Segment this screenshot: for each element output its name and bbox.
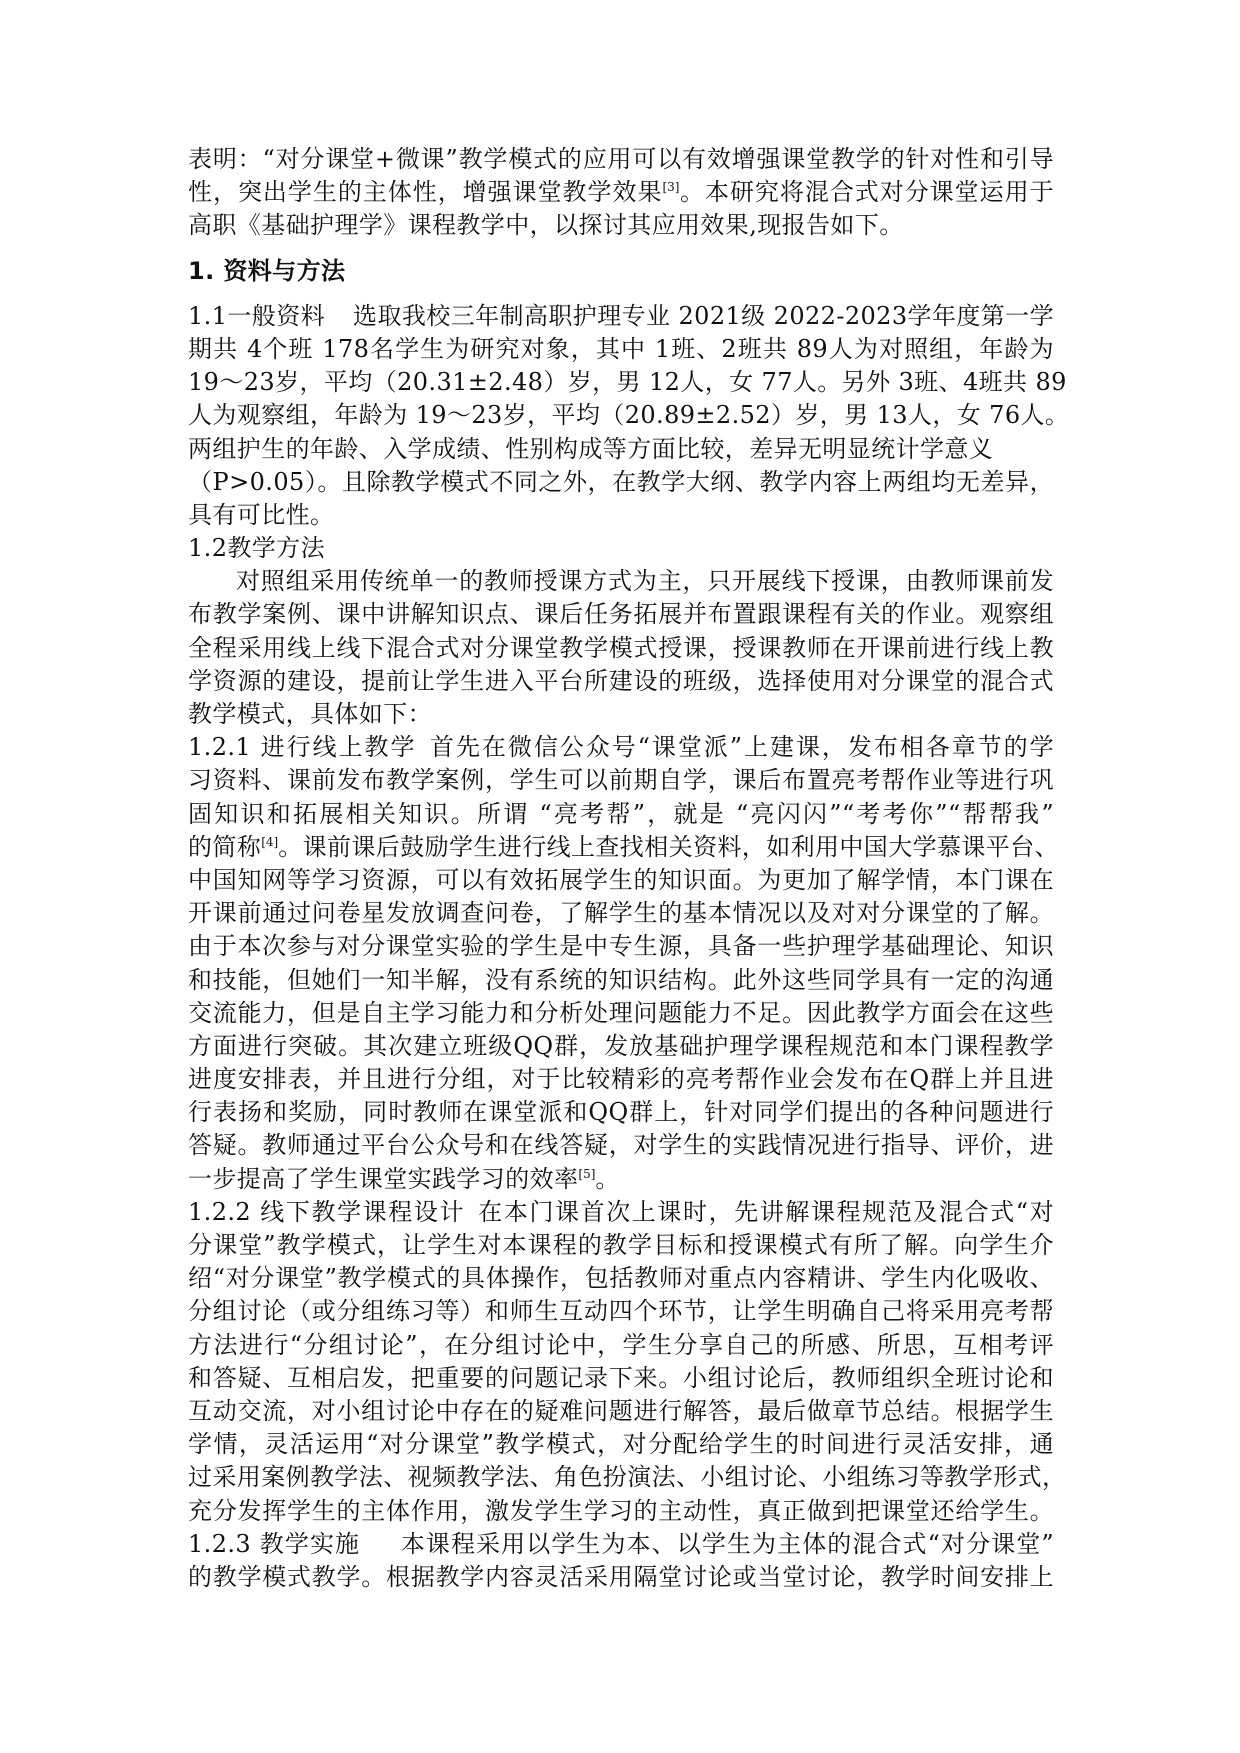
text-line: 交流能力，但是自主学习能力和分析处理问题能力不足。因此教学方面会在这些: [188, 998, 1054, 1027]
text-line: 和答疑、互相启发，把重要的问题记录下来。小组讨论后，教师组织全班讨论和: [188, 1363, 1054, 1392]
text-line: 由于本次参与对分课堂实验的学生是中专生源，具备一些护理学基础理论、知识: [188, 932, 1054, 961]
text-segment: 一步提高了学生课堂实践学习的效率: [188, 1164, 579, 1193]
text-line: 过采用案例教学法、视频教学法、角色扮演法、小组讨论、小组练习等教学形式，: [188, 1463, 1067, 1492]
text-line: 表明：“对分课堂+微课”教学模式的应用可以有效增强课堂教学的针对性和引导: [188, 145, 1054, 173]
text-line: 教学模式，具体如下：: [188, 700, 432, 728]
text-segment: 。: [595, 1164, 620, 1193]
text-line: 中国知网等学习资源，可以有效拓展学生的知识面。为更加了解学情，本门课在: [188, 865, 1054, 894]
text-line: 学情，灵活运用“对分课堂”教学模式，对分配给学生的时间进行灵活安排，通: [188, 1430, 1054, 1459]
intro-paragraph: [188, 143, 1054, 243]
text-line: 布教学案例、课中讲解知识点、课后任务拓展并布置跟课程有关的作业。观察组: [188, 600, 1054, 629]
text-line: 期共 4个班 178名学生为研究对象，其中 1班、2班共 89人为对照组，年龄为: [188, 334, 1054, 363]
text-line: 的教学模式教学。根据教学内容灵活采用隔堂讨论或当堂讨论，教学时间安排上: [188, 1562, 1054, 1591]
text-segment: 首先在微信公众号“课堂派”上建课，发布相各章节的学: [428, 733, 1055, 762]
document-page: [188, 143, 1070, 1594]
text-line: [188, 1196, 1054, 1229]
text-line: 和技能，但她们一知半解，没有系统的知识结构。此外这些同学具有一定的沟通: [188, 965, 1054, 994]
text-line: 两组护生的年龄、入学成绩、性别构成等方面比较，差异无明显统计学意义: [188, 434, 994, 463]
text-line: 人为观察组，年龄为 19～23岁，平均（20.89±2.52）岁，男 13人，女 76人。: [188, 401, 1070, 430]
text-line: 学资源的建设，提前让学生进入平台所建设的班级，选择使用对分课堂的混合式: [188, 666, 1054, 695]
text-line: 分课堂”教学模式，让学生对本课程的教学目标和授课模式有所了解。向学生介: [188, 1231, 1054, 1259]
subsection-label: 1.2.1 进行线上教学: [188, 733, 417, 762]
subsection-title: 1.2教学方法: [188, 534, 325, 563]
text-segment: 性，突出学生的主体性，增强课堂教学效果: [188, 178, 663, 207]
subsection-label: 1.2.2 线下教学课程设计: [188, 1197, 466, 1226]
text-line: 对照组采用传统单一的教师授课方式为主，只开展线下授课，由教师课前发: [236, 567, 1054, 596]
text-line: 行表扬和奖励，同时教师在课堂派和QQ群上，针对同学们提出的各种问题进行: [188, 1098, 1054, 1127]
text-segment: 的简称: [188, 832, 262, 861]
text-line: 固知识和拓展相关知识。所谓 “亮考帮”，就是 “亮闪闪”“考考你”“帮帮我”: [188, 799, 1054, 828]
text-line: 方法进行“分组讨论”，在分组讨论中，学生分享自己的所感、所思，互相考评: [188, 1330, 1054, 1359]
subsection-1-2: [188, 532, 1054, 731]
text-line: 习资料、课前发布教学案例，学生可以前期自学，课后布置亮考帮作业等进行巩: [188, 766, 1054, 795]
text-line: 绍“对分课堂”教学模式的具体操作，包括教师对重点内容精讲、学生内化吸收、: [188, 1264, 1054, 1293]
text-segment: 。本研究将混合式对分课堂运用于: [679, 178, 1054, 207]
text-segment: 本课程采用以学生为本、以学生为主体的混合式“对分课堂”: [400, 1529, 1055, 1558]
subsection-1-2-2: [188, 1196, 1067, 1528]
subsection-label: 1.1一般资料: [188, 301, 326, 330]
text-line: 开课前通过问卷星发放调查问卷，了解学生的基本情况以及对对分课堂的了解。: [188, 899, 1054, 928]
text-line: [188, 831, 1060, 864]
text-segment: 选取我校三年制高职护理专业 2021级 2022-2023学年度第一学: [353, 301, 1054, 330]
text-line: 方面进行突破。其次建立班级QQ群，发放基础护理学课程规范和本门课程教学: [188, 1031, 1054, 1060]
text-line: 答疑。教师通过平台公众号和在线答疑，对学生的实践情况进行指导、评价，进: [188, 1131, 1054, 1160]
text-line: 互动交流，对小组讨论中存在的疑难问题进行解答，最后做章节总结。根据学生: [188, 1396, 1054, 1425]
text-line: 进度安排表，并且进行分组，对于比较精彩的亮考帮作业会发布在Q群上并且进: [188, 1065, 1054, 1094]
text-segment: 在本门课首次上课时，先讲解课程规范及混合式“对: [477, 1197, 1055, 1226]
text-line: [188, 1528, 1054, 1561]
text-line: 19～23岁，平均（20.31±2.48）岁，男 12人，女 77人。另外 3班、4班共 89: [188, 368, 1067, 397]
citation-ref: [4]: [261, 834, 279, 849]
text-segment: 。课前课后鼓励学生进行线上查找相关资料，如利用中国大学慕课平台、: [278, 832, 1060, 861]
text-line: （P>0.05）。且除教学模式不同之外，在教学大纲、教学内容上两组均无差异，: [188, 467, 1054, 496]
text-line: 全程采用线上线下混合式对分课堂教学模式授课，授课教师在开课前进行线上教: [188, 633, 1054, 662]
text-line: 高职《基础护理学》课程教学中，以探讨其应用效果,现报告如下。: [188, 211, 904, 240]
citation-ref: [5]: [578, 1166, 596, 1181]
text-line: [188, 1163, 1054, 1196]
text-line: [188, 176, 1054, 209]
subsection-label: 1.2.3 教学实施: [188, 1529, 361, 1558]
text-line: 充分发挥学生的主体作用，激发学生学习的主动性，真正做到把课堂还给学生。: [188, 1496, 1054, 1525]
subsection-1-2-1: [188, 731, 1060, 1196]
text-line: [188, 300, 1054, 333]
section-heading: 1. 资料与方法: [188, 256, 346, 285]
citation-ref: [3]: [662, 180, 680, 195]
subsection-1-2-3: [188, 1528, 1054, 1594]
text-line: 具有可比性。: [188, 500, 335, 529]
text-line: [188, 731, 1054, 764]
text-line: 分组讨论（或分组练习等）和师生互动四个环节，让学生明确自己将采用亮考帮: [188, 1297, 1054, 1326]
subsection-1-1: [188, 300, 1070, 532]
